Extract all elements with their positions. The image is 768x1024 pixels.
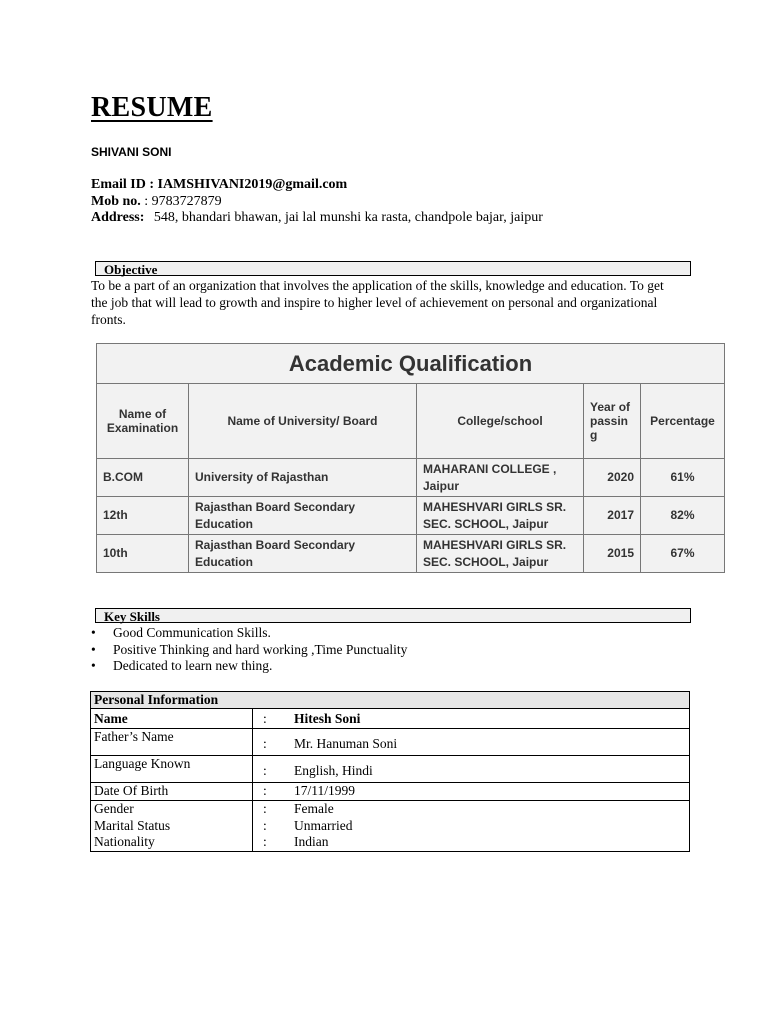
personal-value: Indian bbox=[294, 834, 329, 849]
personal-value: English, Hindi bbox=[294, 763, 373, 778]
academic-header-row bbox=[97, 384, 725, 459]
header-university: Name of University/ Board bbox=[189, 384, 417, 459]
colon-separator: : bbox=[263, 817, 267, 833]
colon-separator: : bbox=[263, 710, 267, 726]
table-row bbox=[91, 801, 690, 852]
personal-information-table bbox=[90, 691, 690, 852]
table-row bbox=[97, 535, 725, 573]
personal-value: Mr. Hanuman Soni bbox=[294, 736, 398, 751]
year-cell: 2017 bbox=[584, 497, 641, 535]
academic-qualification-table bbox=[96, 343, 725, 573]
personal-label: Name bbox=[91, 709, 253, 729]
colon-separator: : bbox=[263, 736, 267, 751]
exam-cell: 12th bbox=[97, 497, 189, 535]
personal-label: Date Of Birth bbox=[91, 783, 253, 801]
colon-separator: : bbox=[263, 834, 267, 849]
personal-value: Female bbox=[294, 801, 334, 816]
email-value: IAMSHIVANI2019@gmail.com bbox=[157, 177, 348, 192]
university-cell: Rajasthan Board Secondary Education bbox=[189, 497, 417, 535]
personal-label: Father’s Name bbox=[91, 729, 253, 756]
email-line bbox=[91, 177, 347, 193]
email-label: Email ID : bbox=[91, 177, 154, 192]
percentage-cell: 61% bbox=[641, 459, 725, 497]
mobile-value: : 9783727879 bbox=[144, 194, 222, 209]
list-item: • Good Communication Skills. bbox=[91, 625, 407, 642]
table-row bbox=[91, 729, 690, 756]
colon-separator: : bbox=[263, 763, 267, 778]
table-row bbox=[97, 459, 725, 497]
personal-label: Nationality bbox=[94, 834, 155, 849]
address-label: Address: bbox=[91, 210, 145, 225]
header-examination: Name of Examination bbox=[97, 384, 189, 459]
percentage-cell: 67% bbox=[641, 535, 725, 573]
list-item: • Positive Thinking and hard working ,Time Punctuality bbox=[91, 642, 407, 659]
header-college: College/school bbox=[417, 384, 584, 459]
table-row bbox=[91, 709, 690, 729]
personal-label: Gender bbox=[94, 801, 134, 816]
objective-heading: Objective bbox=[95, 261, 691, 276]
colon-separator: : bbox=[263, 801, 267, 816]
key-skills-list bbox=[91, 625, 407, 675]
key-skills-heading: Key Skills bbox=[95, 608, 691, 623]
table-row bbox=[91, 756, 690, 783]
exam-cell: 10th bbox=[97, 535, 189, 573]
university-cell: University of Rajasthan bbox=[189, 459, 417, 497]
percentage-cell: 82% bbox=[641, 497, 725, 535]
exam-cell: B.COM bbox=[97, 459, 189, 497]
address-value: 548, bhandari bhawan, jai lal munshi ka rasta, chandpole bajar, jaipur bbox=[153, 210, 543, 225]
college-cell: MAHARANI COLLEGE , Jaipur bbox=[417, 459, 584, 497]
candidate-name: SHIVANI SONI bbox=[91, 145, 172, 159]
academic-table-caption: Academic Qualification bbox=[97, 344, 725, 384]
personal-value: 17/11/1999 bbox=[294, 783, 356, 798]
list-item: • Dedicated to learn new thing. bbox=[91, 658, 407, 675]
college-cell: MAHESHVARI GIRLS SR. SEC. SCHOOL, Jaipur bbox=[417, 497, 584, 535]
header-year: Year of passin g bbox=[584, 384, 641, 459]
year-cell: 2015 bbox=[584, 535, 641, 573]
address-line bbox=[91, 210, 543, 226]
college-cell: MAHESHVARI GIRLS SR. SEC. SCHOOL, Jaipur bbox=[417, 535, 584, 573]
year-cell: 2020 bbox=[584, 459, 641, 497]
mobile-label: Mob no. bbox=[91, 194, 141, 209]
personal-label: Marital Status bbox=[94, 817, 171, 833]
personal-value: Unmarried bbox=[294, 817, 353, 833]
table-row bbox=[97, 497, 725, 535]
personal-value: Hitesh Soni bbox=[294, 710, 361, 726]
header-percentage: Percentage bbox=[641, 384, 725, 459]
university-cell: Rajasthan Board Secondary Education bbox=[189, 535, 417, 573]
colon-separator: : bbox=[263, 783, 267, 798]
objective-text: To be a part of an organization that involves the application of the skills, knowledge and education. To get the job that will lead to growth and inspire to higher level of achievement on personal and organizational fronts. bbox=[91, 278, 664, 327]
resume-title: RESUME bbox=[91, 92, 213, 123]
table-row bbox=[91, 783, 690, 801]
personal-label: Language Known bbox=[91, 756, 253, 783]
personal-information-heading: Personal Information bbox=[91, 692, 690, 709]
mobile-line bbox=[91, 194, 222, 210]
